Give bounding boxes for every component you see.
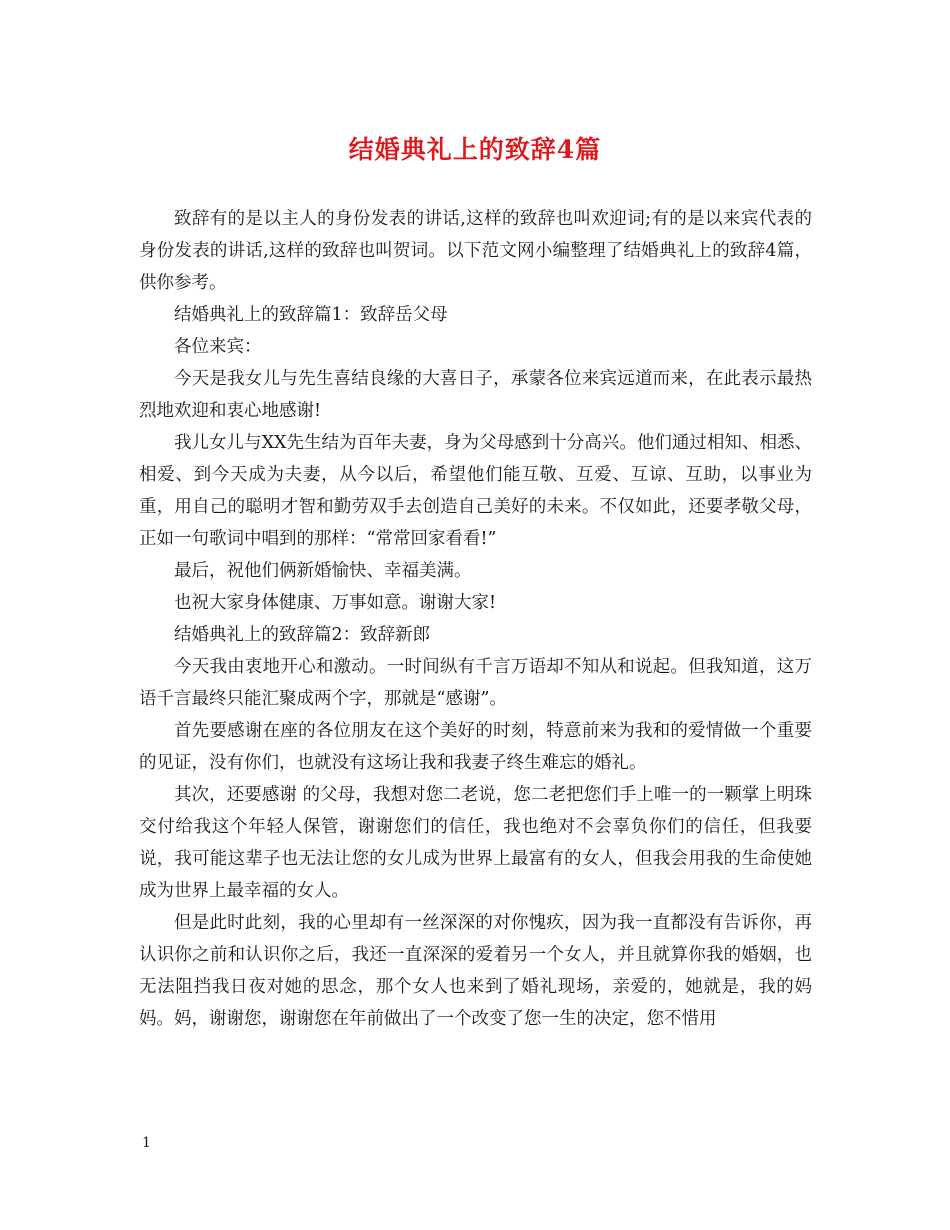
body-paragraph: 其次，还要感谢 的父母，我想对您二老说，您二老把您们手上唯一的一颗掌上明珠交付给我这个年轻人保管，谢谢您们的信任，我也绝对不会辜负你们的信任，但我要说，我可能这辈子也无法让您的女儿成为世界上最富有的女人，但我会用我的生命使她成为世界上最幸福的女人。: [139, 785, 812, 901]
body-paragraph: 最后，祝他们俩新婚愉快、幸福美满。: [174, 561, 472, 581]
page-number: 1: [142, 1135, 151, 1151]
body-paragraph: 也祝大家身体健康、万事如意。谢谢大家!: [174, 593, 497, 613]
section-heading-2: 结婚典礼上的致辞篇2：致辞新郎: [174, 625, 431, 645]
document-body: [139, 203, 812, 1035]
salutation: 各位来宾：: [174, 337, 262, 357]
body-paragraph: 今天是我女儿与先生喜结良缘的大喜日子，承蒙各位来宾远道而来，在此表示最热烈地欢迎和衷心地感谢!: [139, 369, 812, 421]
page-title: 结婚典礼上的致辞4篇: [348, 135, 602, 164]
body-paragraph: 我儿女儿与XX先生结为百年夫妻，身为父母感到十分高兴。他们通过相知、相悉、相爱、到今天成为夫妻，从今以后，希望他们能互敬、互爱、互谅、互助，以事业为重，用自己的聪明才智和勤劳双手去创造自己美好的未来。不仅如此，还要孝敬父母，正如一句歌词中唱到的那样：“常常回家看看!”: [139, 433, 812, 549]
body-paragraph: 首先要感谢在座的各位朋友在这个美好的时刻，特意前来为我和的爱情做一个重要的见证，没有你们，也就没有这场让我和我妻子终生难忘的婚礼。: [139, 721, 812, 773]
intro-paragraph: 致辞有的是以主人的身份发表的讲话,这样的致辞也叫欢迎词;有的是以来宾代表的身份发表的讲话,这样的致辞也叫贺词。以下范文网小编整理了结婚典礼上的致辞4篇，供你参考。: [139, 209, 812, 293]
section-heading-1: 结婚典礼上的致辞篇1：致辞岳父母: [174, 305, 448, 325]
body-paragraph: 但是此时此刻，我的心里却有一丝深深的对你愧疚，因为我一直都没有告诉你，再认识你之前和认识你之后，我还一直深深的爱着另一个女人，并且就算你我的婚姻，也无法阻挡我日夜对她的思念，那个女人也来到了婚礼现场，亲爱的，她就是，我的妈妈。妈，谢谢您，谢谢您在年前做出了一个改变了您一生的决定，您不惜用: [139, 913, 812, 1029]
body-paragraph: 今天我由衷地开心和激动。一时间纵有千言万语却不知从和说起。但我知道，这万语千言最终只能汇聚成两个字，那就是“感谢”。: [139, 657, 812, 709]
